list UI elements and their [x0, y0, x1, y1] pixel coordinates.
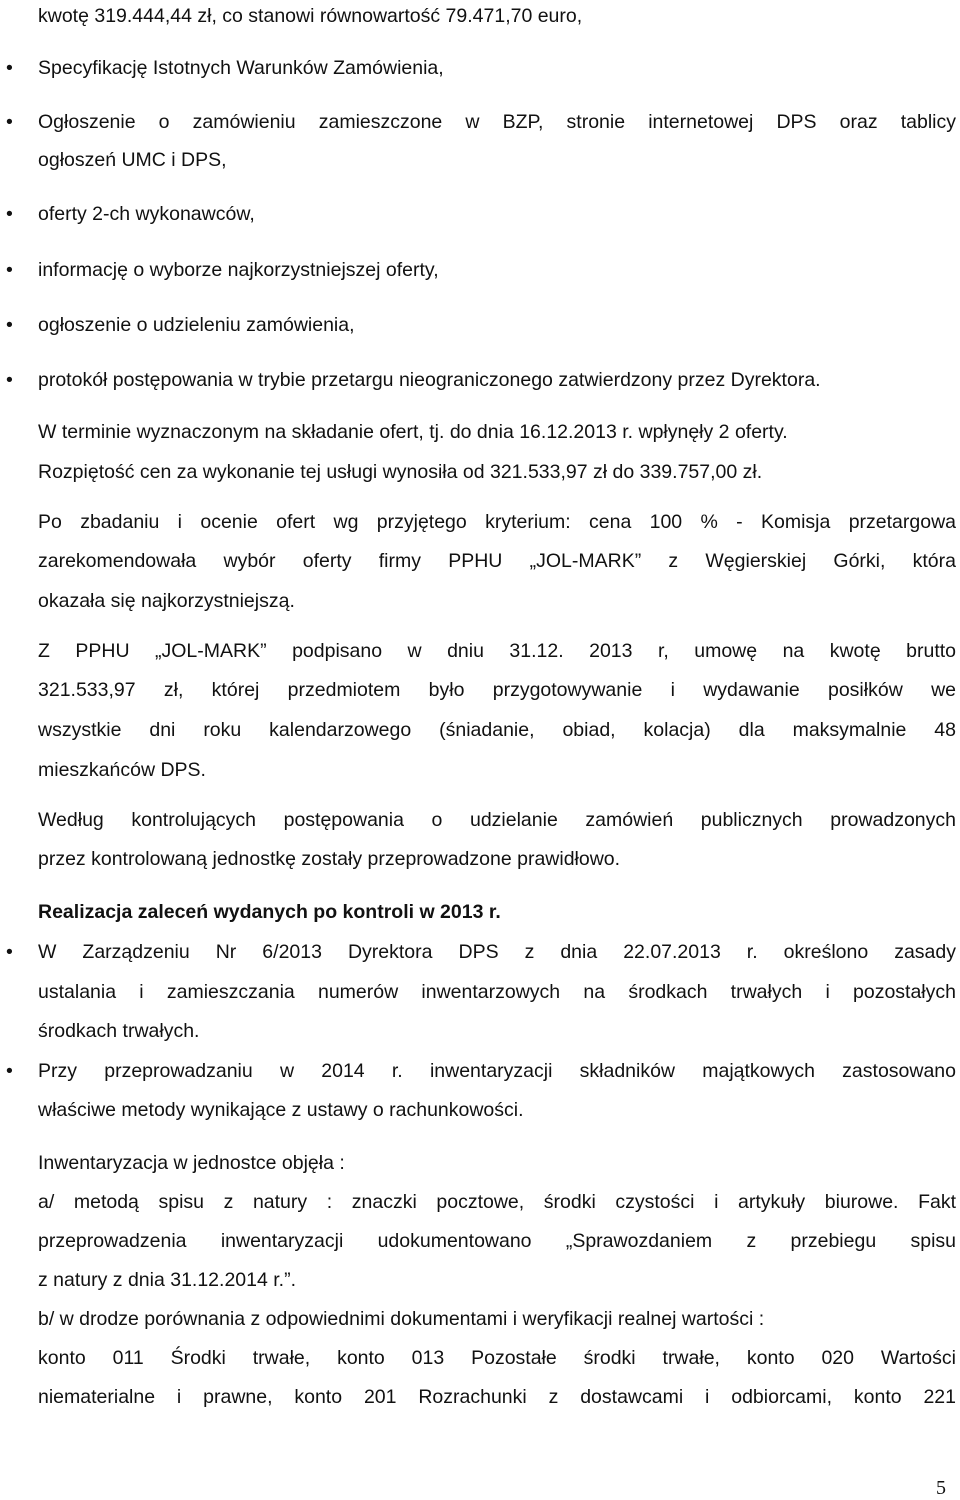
section-heading: Realizacja zaleceń wydanych po kontroli w 2013 r. [38, 901, 501, 923]
evaluation-line: zarekomendowała wybór oferty firmy PPHU „JOL-MARK” z Węgierskiej Górki, która [38, 550, 956, 572]
bullet-icon: • [6, 941, 13, 963]
contract-line: wszystkie dni roku kalendarzowego (śniadanie, obiad, kolacja) dla maksymalnie 48 [38, 719, 956, 741]
conclusion-line: Według kontrolujących postępowania o udzielanie zamówień publicznych prowadzonych [38, 809, 956, 831]
list-item: oferty 2-ch wykonawców, [38, 203, 255, 225]
contract-line: Z PPHU „JOL-MARK” podpisano w dniu 31.12. 2013 r, umowę na kwotę brutto [38, 640, 956, 662]
contract-line: 321.533,97 zł, której przedmiotem było przygotowywanie i wydawanie posiłków we [38, 679, 956, 701]
list-item: Specyfikację Istotnych Warunków Zamówienia, [38, 57, 444, 79]
inventory-b-line: konto 011 Środki trwałe, konto 013 Pozostałe środki trwałe, konto 020 Wartości [38, 1347, 956, 1369]
bullet-icon: • [6, 1060, 13, 1082]
bullet-icon: • [6, 259, 13, 281]
recommendation-line: ustalania i zamieszczania numerów inwentarzowych na środkach trwałych i pozostałych [38, 981, 956, 1003]
list-item: Ogłoszenie o zamówieniu zamieszczone w BZP, stronie internetowej DPS oraz tablicy [38, 111, 956, 133]
list-item: ogłoszenie o udzieleniu zamówienia, [38, 314, 355, 336]
page-number: 5 [936, 1477, 946, 1499]
recommendation-line: W Zarządzeniu Nr 6/2013 Dyrektora DPS z dnia 22.07.2013 r. określono zasady [38, 941, 956, 963]
contract-line: mieszkańców DPS. [38, 759, 206, 781]
offers-line: Rozpiętość cen za wykonanie tej usługi wynosiła od 321.533,97 zł do 339.757,00 zł. [38, 461, 763, 483]
conclusion-line: przez kontrolowaną jednostkę zostały przeprowadzone prawidłowo. [38, 848, 621, 870]
bullet-icon: • [6, 57, 13, 79]
list-item: informację o wyborze najkorzystniejszej oferty, [38, 259, 439, 281]
bullet-icon: • [6, 111, 13, 133]
recommendation-line: Przy przeprowadzaniu w 2014 r. inwentaryzacji składników majątkowych zastosowano [38, 1060, 956, 1082]
inventory-b-line: b/ w drodze porównania z odpowiednimi dokumentami i weryfikacji realnej wartości : [38, 1308, 765, 1330]
inventory-b-line: niematerialne i prawne, konto 201 Rozrachunki z dostawcami i odbiorcami, konto 221 [38, 1386, 956, 1408]
intro-line: kwotę 319.444,44 zł, co stanowi równowartość 79.471,70 euro, [38, 5, 583, 27]
evaluation-line: okazała się najkorzystniejszą. [38, 590, 295, 612]
bullet-icon: • [6, 369, 13, 391]
inventory-a-line: a/ metodą spisu z natury : znaczki pocztowe, środki czystości i artykuły biurowe. Fakt [38, 1191, 956, 1213]
list-item-continuation: ogłoszeń UMC i DPS, [38, 149, 227, 171]
list-item: protokół postępowania w trybie przetargu nieograniczonego zatwierdzony przez Dyrektora. [38, 369, 821, 391]
bullet-icon: • [6, 203, 13, 225]
recommendation-line: środkach trwałych. [38, 1020, 200, 1042]
inventory-heading: Inwentaryzacja w jednostce objęła : [38, 1152, 345, 1174]
inventory-a-line: z natury z dnia 31.12.2014 r.”. [38, 1269, 296, 1291]
inventory-a-line: przeprowadzenia inwentaryzacji udokumentowano „Sprawozdaniem z przebiegu spisu [38, 1230, 956, 1252]
evaluation-line: Po zbadaniu i ocenie ofert wg przyjętego kryterium: cena 100 % - Komisja przetargowa [38, 511, 956, 533]
offers-line: W terminie wyznaczonym na składanie ofert, tj. do dnia 16.12.2013 r. wpłynęły 2 oferty. [38, 421, 788, 443]
recommendation-line: właściwe metody wynikające z ustawy o rachunkowości. [38, 1099, 524, 1121]
bullet-icon: • [6, 314, 13, 336]
